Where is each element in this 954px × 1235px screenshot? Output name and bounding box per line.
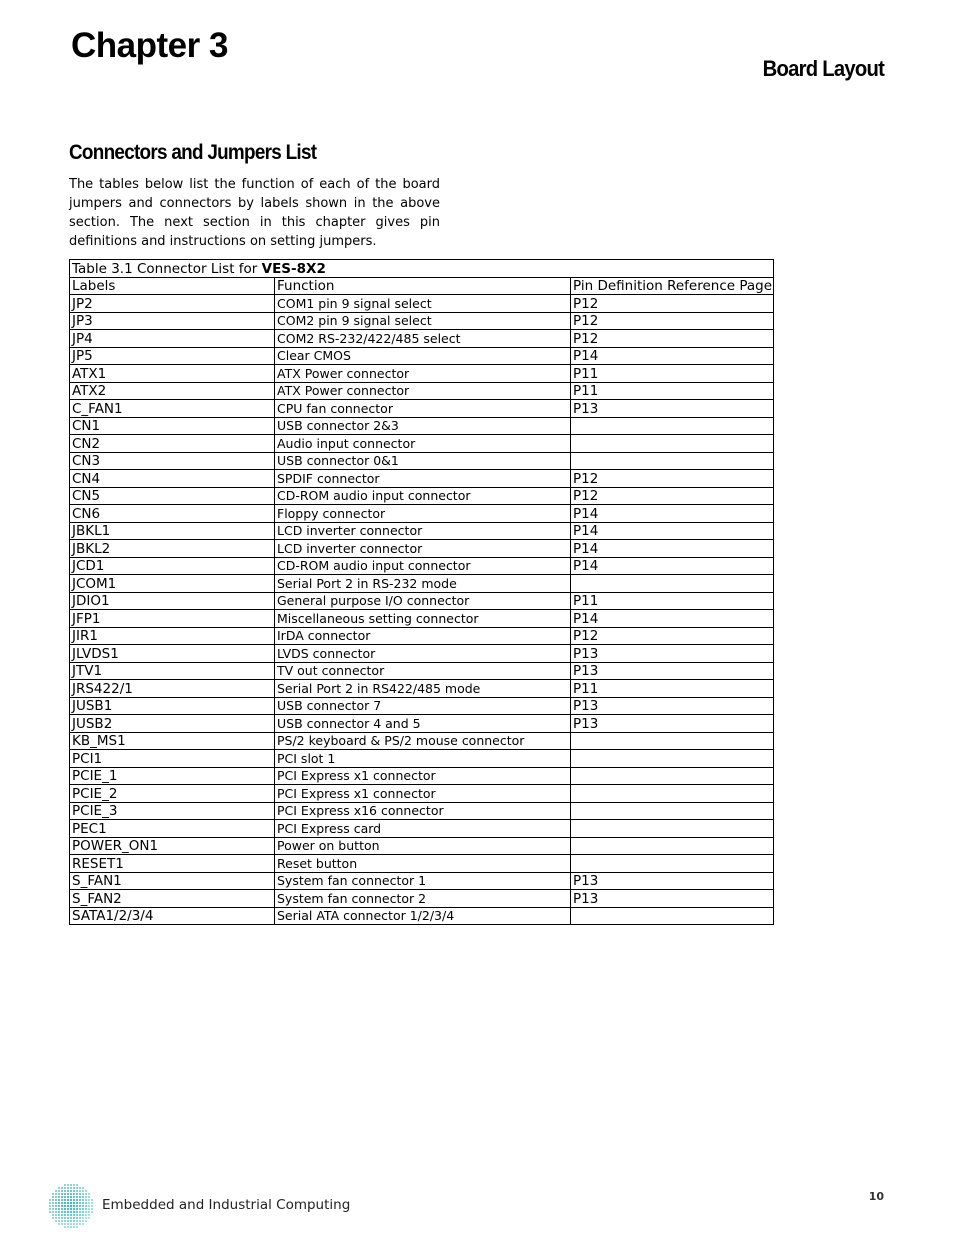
row-function: ATX Power connector: [275, 382, 571, 400]
chapter-title: Chapter 3: [71, 26, 228, 65]
row-page: P13: [571, 400, 774, 418]
row-page: P11: [571, 382, 774, 400]
table-row: [70, 487, 774, 505]
table-caption-row: [70, 260, 774, 278]
row-label: CN4: [70, 470, 275, 488]
row-label: JUSB1: [70, 697, 275, 715]
row-function: USB connector 0&1: [275, 452, 571, 470]
table-row: [70, 872, 774, 890]
row-function: Floppy connector: [275, 505, 571, 523]
row-label: JP2: [70, 295, 275, 313]
row-function: CD-ROM audio input connector: [275, 487, 571, 505]
table-row: [70, 890, 774, 908]
page-number: 10: [868, 1190, 884, 1203]
table-row: [70, 382, 774, 400]
intro-paragraph: The tables below list the function of each of the board jumpers and connectors by labels shown in the above section. The next section in this chapter gives pin definitions and instructions on setting jumpers.: [69, 177, 440, 249]
row-label: PEC1: [70, 820, 275, 838]
row-label: PCIE_1: [70, 767, 275, 785]
table-row: [70, 312, 774, 330]
row-function: USB connector 4 and 5: [275, 715, 571, 733]
row-page: P14: [571, 540, 774, 558]
row-function: USB connector 2&3: [275, 417, 571, 435]
table-caption: [70, 260, 774, 278]
row-page: P14: [571, 522, 774, 540]
row-function: LCD inverter connector: [275, 522, 571, 540]
row-page: [571, 435, 774, 453]
column-header-function: Function: [275, 277, 571, 295]
row-label: JBKL2: [70, 540, 275, 558]
row-label: JP5: [70, 347, 275, 365]
row-function: System fan connector 2: [275, 890, 571, 908]
row-page: P12: [571, 470, 774, 488]
table-row: [70, 627, 774, 645]
row-function: TV out connector: [275, 662, 571, 680]
row-label: JCOM1: [70, 575, 275, 593]
row-page: P12: [571, 295, 774, 313]
row-page: [571, 855, 774, 873]
row-function: PCI Express x1 connector: [275, 785, 571, 803]
row-label: S_FAN2: [70, 890, 275, 908]
row-page: P14: [571, 505, 774, 523]
table-row: [70, 645, 774, 663]
row-function: PCI Express x1 connector: [275, 767, 571, 785]
row-page: P13: [571, 872, 774, 890]
table-row: [70, 295, 774, 313]
row-page: P13: [571, 697, 774, 715]
row-label: PCIE_3: [70, 802, 275, 820]
table-row: [70, 907, 774, 925]
row-function: USB connector 7: [275, 697, 571, 715]
row-page: [571, 750, 774, 768]
table-header-row: [70, 277, 774, 295]
row-page: P11: [571, 592, 774, 610]
row-label: ATX1: [70, 365, 275, 383]
row-page: P14: [571, 557, 774, 575]
row-function: System fan connector 1: [275, 872, 571, 890]
row-page: P13: [571, 662, 774, 680]
row-label: CN6: [70, 505, 275, 523]
table-row: [70, 837, 774, 855]
row-function: General purpose I/O connector: [275, 592, 571, 610]
row-page: [571, 452, 774, 470]
table-row: [70, 802, 774, 820]
row-label: JLVDS1: [70, 645, 275, 663]
table-row: [70, 575, 774, 593]
table-row: [70, 592, 774, 610]
row-label: RESET1: [70, 855, 275, 873]
row-page: P12: [571, 312, 774, 330]
row-function: COM2 RS-232/422/485 select: [275, 330, 571, 348]
table-row: [70, 610, 774, 628]
row-page: [571, 417, 774, 435]
row-label: JRS422/1: [70, 680, 275, 698]
row-label: PCI1: [70, 750, 275, 768]
row-function: CD-ROM audio input connector: [275, 557, 571, 575]
connector-list-table: [69, 259, 774, 925]
table-row: [70, 452, 774, 470]
row-label: JFP1: [70, 610, 275, 628]
row-label: JBKL1: [70, 522, 275, 540]
table-row: [70, 557, 774, 575]
row-function: LVDS connector: [275, 645, 571, 663]
row-label: CN2: [70, 435, 275, 453]
table-caption-model: VES-8X2: [261, 260, 326, 277]
table-row: [70, 750, 774, 768]
row-function: LCD inverter connector: [275, 540, 571, 558]
row-function: Power on button: [275, 837, 571, 855]
row-page: [571, 575, 774, 593]
table-row: [70, 820, 774, 838]
row-page: [571, 732, 774, 750]
table-row: [70, 715, 774, 733]
table-row: [70, 785, 774, 803]
table-row: [70, 435, 774, 453]
row-page: [571, 785, 774, 803]
row-label: JTV1: [70, 662, 275, 680]
row-function: PCI Express x16 connector: [275, 802, 571, 820]
row-page: [571, 767, 774, 785]
row-label: C_FAN1: [70, 400, 275, 418]
table-row: [70, 540, 774, 558]
row-function: PCI slot 1: [275, 750, 571, 768]
table-row: [70, 505, 774, 523]
row-function: Serial Port 2 in RS422/485 mode: [275, 680, 571, 698]
table-caption-prefix: Table 3.1 Connector List for: [72, 260, 262, 277]
row-function: Clear CMOS: [275, 347, 571, 365]
row-label: JDIO1: [70, 592, 275, 610]
row-label: JP4: [70, 330, 275, 348]
section-title: Board Layout: [762, 56, 884, 81]
table-row: [70, 417, 774, 435]
row-label: JCD1: [70, 557, 275, 575]
row-function: Reset button: [275, 855, 571, 873]
row-label: JP3: [70, 312, 275, 330]
row-function: ATX Power connector: [275, 365, 571, 383]
row-function: Audio input connector: [275, 435, 571, 453]
row-function: COM2 pin 9 signal select: [275, 312, 571, 330]
row-function: Serial ATA connector 1/2/3/4: [275, 907, 571, 925]
table-row: [70, 680, 774, 698]
row-label: POWER_ON1: [70, 837, 275, 855]
row-page: P11: [571, 680, 774, 698]
row-label: SATA1/2/3/4: [70, 907, 275, 925]
table-row: [70, 855, 774, 873]
table-row: [70, 732, 774, 750]
row-page: P12: [571, 330, 774, 348]
row-function: CPU fan connector: [275, 400, 571, 418]
row-function: SPDIF connector: [275, 470, 571, 488]
connectors-heading: Connectors and Jumpers List: [69, 141, 317, 164]
row-label: CN1: [70, 417, 275, 435]
column-header-labels: Labels: [70, 277, 275, 295]
row-label: KB_MS1: [70, 732, 275, 750]
row-page: P13: [571, 645, 774, 663]
row-page: P11: [571, 365, 774, 383]
row-label: CN5: [70, 487, 275, 505]
row-page: P13: [571, 890, 774, 908]
row-page: P12: [571, 627, 774, 645]
column-header-page: Pin Definition Reference Page: [571, 277, 774, 295]
table-row: [70, 662, 774, 680]
row-page: P13: [571, 715, 774, 733]
row-page: P12: [571, 487, 774, 505]
table-row: [70, 347, 774, 365]
table-row: [70, 522, 774, 540]
row-function: IrDA connector: [275, 627, 571, 645]
row-function: Serial Port 2 in RS-232 mode: [275, 575, 571, 593]
table-row: [70, 330, 774, 348]
row-label: PCIE_2: [70, 785, 275, 803]
row-page: [571, 837, 774, 855]
row-function: Miscellaneous setting connector: [275, 610, 571, 628]
row-page: P14: [571, 610, 774, 628]
row-page: [571, 802, 774, 820]
table-row: [70, 365, 774, 383]
row-label: ATX2: [70, 382, 275, 400]
row-function: PCI Express card: [275, 820, 571, 838]
row-label: JIR1: [70, 627, 275, 645]
table-row: [70, 767, 774, 785]
row-label: CN3: [70, 452, 275, 470]
footer-company-text: Embedded and Industrial Computing: [102, 1197, 351, 1213]
row-label: S_FAN1: [70, 872, 275, 890]
dotted-globe-logo-icon: [48, 1183, 94, 1229]
row-page: [571, 820, 774, 838]
table-row: [70, 470, 774, 488]
row-function: COM1 pin 9 signal select: [275, 295, 571, 313]
row-page: P14: [571, 347, 774, 365]
table-row: [70, 697, 774, 715]
row-function: PS/2 keyboard & PS/2 mouse connector: [275, 732, 571, 750]
row-label: JUSB2: [70, 715, 275, 733]
table-row: [70, 400, 774, 418]
row-page: [571, 907, 774, 925]
